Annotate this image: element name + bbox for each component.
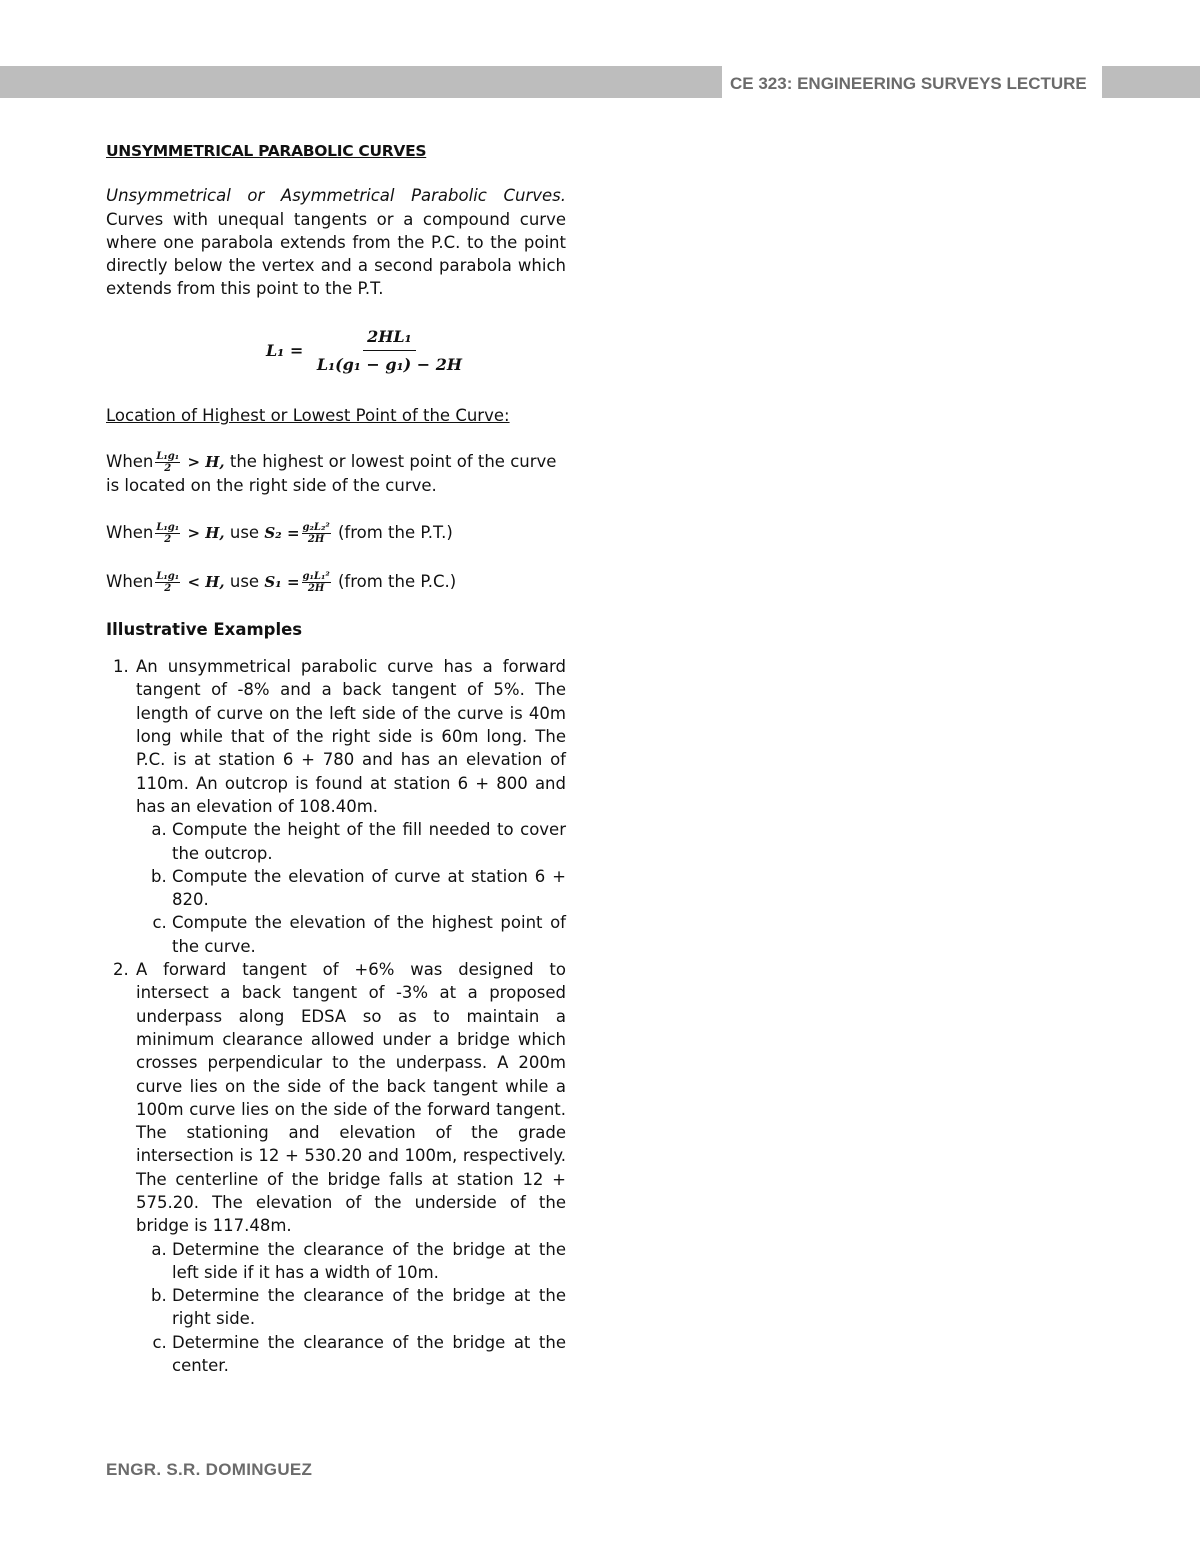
main-formula — [166, 325, 566, 377]
example-item — [134, 655, 566, 958]
condition-relation: < H, — [187, 572, 225, 591]
example-part: c. Determine the clearance of the bridge at the center. — [172, 1331, 566, 1378]
condition-relation: > H, — [187, 524, 225, 543]
s-fraction — [302, 571, 331, 594]
example-part: b. Compute the elevation of curve at station 6 + 820. — [172, 865, 566, 912]
condition-1 — [106, 450, 566, 498]
example-part: b. Determine the clearance of the bridge at the right side. — [172, 1284, 566, 1331]
example-text: A forward tangent of +6% was designed to intersect a back tangent of -3% at a proposed underpass along EDSA so as to maintain a minimum clearance allowed under a bridge which crosses perpendicular to the underpass. A 200m curve lies on the side of the back tangent while a 100m curve lies on the side of the forward tangent. The stationing and elevation of the grade intersection is 12 + 530.20 and 100m, respectively. The centerline of the bridge falls at station 12 + 575.20. The elevation of the underside of the bridge is 117.48m. — [136, 960, 566, 1236]
example-item — [134, 958, 566, 1377]
condition-relation: > H, — [187, 452, 225, 471]
s-label: S₁ = — [264, 572, 300, 591]
condition-numerator: L₁g₁ — [156, 450, 180, 462]
condition-prefix: When — [106, 523, 154, 543]
formula-fraction — [313, 325, 466, 377]
condition-denominator: 2 — [164, 582, 172, 594]
intro-term: Unsymmetrical or Asymmetrical Parabolic Curves. — [106, 186, 566, 206]
condition-prefix: When — [106, 451, 154, 471]
examples-heading: Illustrative Examples — [106, 619, 303, 639]
s-numerator: g₁L₁² — [302, 570, 330, 582]
condition-note: (from the P.C.) — [337, 571, 457, 591]
condition-numerator: L₁g₁ — [156, 570, 180, 582]
footer-author: ENGR. S.R. DOMINGUEZ — [106, 1460, 313, 1479]
condition-text: the highest or lowest point of the curve is located on the right side of the curve. — [106, 451, 557, 495]
intro-paragraph — [106, 184, 566, 300]
s-fraction — [302, 522, 331, 545]
condition-3 — [106, 570, 566, 594]
examples-list — [106, 655, 566, 1377]
formula-denominator: L₁(g₁ − g₁) − 2H — [316, 355, 462, 375]
section-title: UNSYMMETRICAL PARABOLIC CURVES — [106, 142, 427, 160]
condition-fraction — [155, 522, 180, 545]
example-text: An unsymmetrical parabolic curve has a forward tangent of -8% and a back tangent of 5%. The length of curve on the left side of the curve is 40m long while that of the right side is 60m long. The P.C. is at station 6 + 780 and has an elevation of 110m. An outcrop is found at station 6 + 800 and has an elevation of 108.40m. — [136, 657, 566, 816]
formula-numerator: 2HL₁ — [363, 325, 416, 351]
s-label: S₂ = — [264, 524, 300, 543]
condition-denominator: 2 — [164, 462, 172, 474]
s-denominator: 2H — [307, 534, 325, 546]
condition-use: use — [229, 571, 260, 591]
example-part: a. Compute the height of the fill needed to cover the outcrop. — [172, 818, 566, 865]
page-content — [106, 140, 566, 1377]
condition-fraction — [155, 571, 180, 594]
condition-fraction — [155, 451, 180, 474]
condition-note: (from the P.T.) — [337, 523, 453, 543]
s-numerator: g₂L₂² — [302, 522, 330, 534]
condition-use: use — [229, 523, 260, 543]
example-parts — [136, 818, 566, 958]
formula-lhs: L₁ = — [266, 340, 304, 360]
condition-denominator: 2 — [164, 534, 172, 546]
condition-numerator: L₁g₁ — [156, 522, 180, 534]
condition-prefix: When — [106, 571, 154, 591]
example-part: a. Determine the clearance of the bridge at the left side if it has a width of 10m. — [172, 1238, 566, 1285]
s-denominator: 2H — [307, 582, 325, 594]
condition-2 — [106, 521, 566, 545]
location-heading: Location of Highest or Lowest Point of the Curve: — [106, 406, 510, 426]
example-parts — [136, 1238, 566, 1378]
example-part: c. Compute the elevation of the highest point of the curve. — [172, 911, 566, 958]
course-header: CE 323: ENGINEERING SURVEYS LECTURE — [722, 66, 1102, 98]
intro-definition: Curves with unequal tangents or a compound curve where one parabola extends from the P.C. to the point directly below the vertex and a second parabola which extends from this point to the P.T. — [106, 209, 566, 299]
